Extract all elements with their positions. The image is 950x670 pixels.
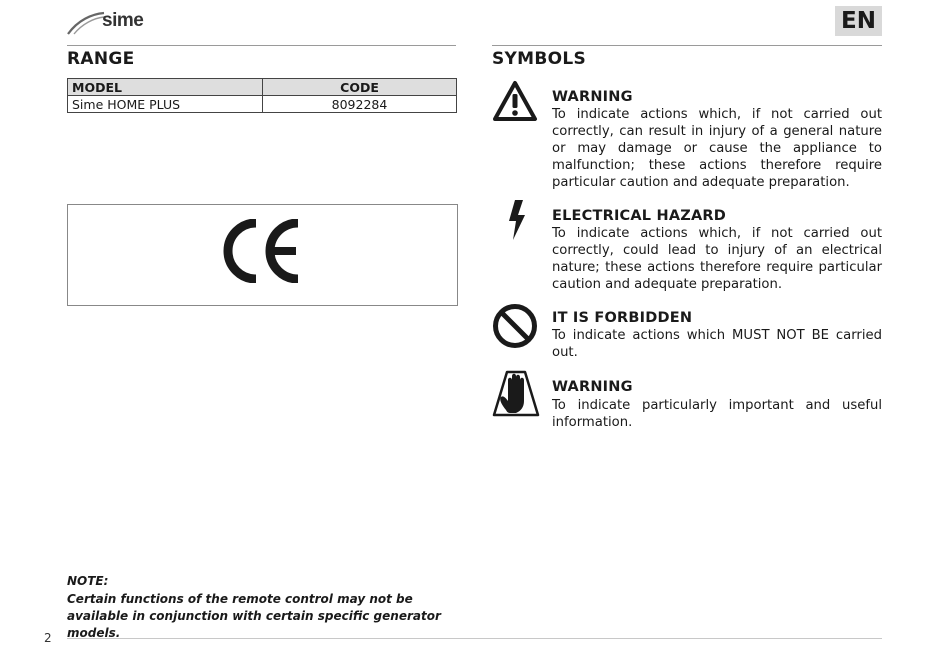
cell-model: Sime HOME PLUS [68,96,263,113]
lightning-bolt-icon [505,199,529,241]
table-row [68,96,457,113]
ce-certification-box [67,204,458,306]
note-title: NOTE: [67,574,109,588]
symbol-text-electrical: To indicate actions which, if not carried out correctly, could lead to injury of an electrical nature; these actions therefore require particular caution and adequate preparation. [552,226,882,292]
column-header-code: CODE [263,79,457,96]
symbol-text-warning-hand: To indicate particularly important and useful information. [552,398,882,430]
warning-triangle-icon [492,80,538,122]
note-text: Certain functions of the remote control may not be available in conjunction with certain specific generator models. [67,592,441,640]
column-header-model: MODEL [68,79,263,96]
symbol-text-warning: To indicate actions which, if not carried out correctly, can result in injury of a general nature or may damage or cause the appliance to malfunction; these actions therefore require particular caution and adequate preparation. [552,107,882,190]
left-header-rule [67,45,456,46]
logo-swoosh-icon [66,8,106,36]
hand-warning-icon [492,370,540,418]
symbol-text-forbidden: To indicate actions which MUST NOT BE carried out. [552,328,882,360]
sime-logo [66,8,166,36]
symbol-title-warning-hand: WARNING [552,379,633,395]
logo-text: sime [102,10,144,31]
language-badge: EN [835,6,882,36]
table-header-row [68,79,457,96]
symbol-title-forbidden: IT IS FORBIDDEN [552,310,693,326]
range-table [67,78,457,113]
symbol-title-electrical: ELECTRICAL HAZARD [552,208,726,224]
cell-code: 8092284 [263,96,457,113]
forbidden-icon [492,303,538,349]
right-header-rule [492,45,882,46]
page-number: 2 [44,631,52,645]
symbol-title-warning: WARNING [552,89,633,105]
ce-mark-icon [222,219,302,283]
symbols-heading: SYMBOLS [492,49,587,69]
range-heading: RANGE [67,49,135,69]
